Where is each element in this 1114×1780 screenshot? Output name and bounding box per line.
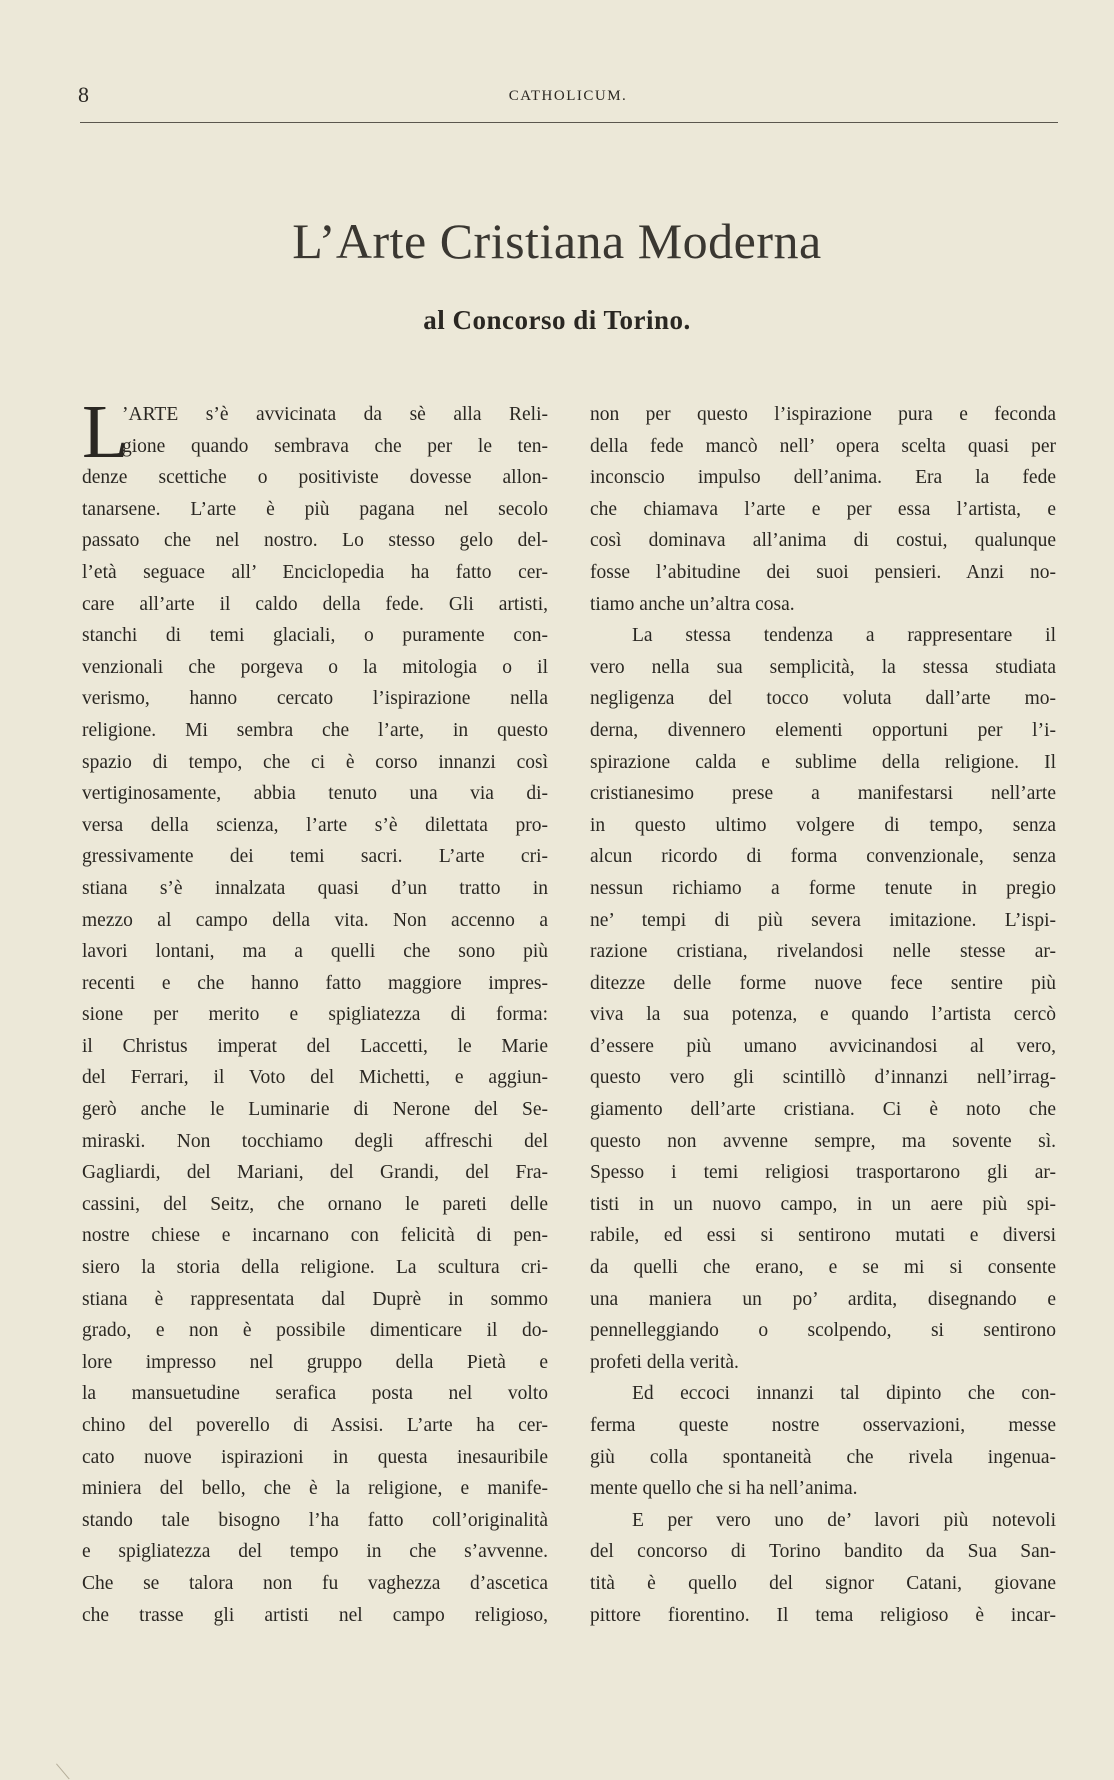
text-line: tisti in un nuovo campo, in un aere più spi- <box>590 1193 1056 1215</box>
text-line: stiana s’è innalzata quasi d’un tratto in <box>82 877 548 899</box>
left-column <box>82 390 548 1631</box>
text-line: lore impresso nel gruppo della Pietà e <box>82 1351 548 1373</box>
text-line: denze scettiche o positiviste dovesse allon- <box>82 467 548 489</box>
text-line: fosse l’abitudine dei suoi pensieri. Anzi no- <box>590 561 1056 583</box>
text-line: questo vero gli scintillò d’innanzi nell’irrag- <box>590 1067 1056 1089</box>
text-line: passato che nel nostro. Lo stesso gelo del- <box>82 530 548 552</box>
text-line: versa della scienza, l’arte s’è dilettata pro- <box>82 814 548 836</box>
text-line: vero nella sua semplicità, la stessa studiata <box>590 656 1056 678</box>
text-line: rabile, ed essi si sentirono mutati e diversi <box>590 1225 1056 1247</box>
text-line: care all’arte il caldo della fede. Gli artisti, <box>82 593 548 615</box>
text-line: recenti e che hanno fatto maggiore impres- <box>82 972 548 994</box>
text-line: lavori lontani, ma a quelli che sono più <box>82 941 548 963</box>
text-line: religione. Mi sembra che l’arte, in questo <box>82 719 548 741</box>
text-line: ne’ tempi di più severa imitazione. L’ispi- <box>590 909 1056 931</box>
text-line: vertiginosamente, abbia tenuto una via di- <box>82 783 548 805</box>
text-line: giamento dell’arte cristiana. Ci è noto che <box>590 1099 1056 1121</box>
text-line: miraski. Non tocchiamo degli affreschi del <box>82 1130 548 1152</box>
header-rule <box>80 122 1058 123</box>
text-line: verismo, hanno cercato l’ispirazione nella <box>82 688 548 710</box>
text-line: Gagliardi, del Mariani, del Grandi, del Fra- <box>82 1162 548 1184</box>
text-line: inconscio impulso dell’anima. Era la fede <box>590 467 1056 489</box>
text-line: pittore fiorentino. Il tema religioso è incar- <box>590 1604 1056 1626</box>
text-line: giù colla spontaneità che rivela ingenua- <box>590 1446 1056 1468</box>
text-line: profeti della verità. <box>590 1351 739 1373</box>
text-line: una maniera un po’ ardita, disegnando e <box>590 1288 1056 1310</box>
right-column <box>590 399 1056 1631</box>
text-line: negligenza del tocco voluta dall’arte mo- <box>590 688 1056 710</box>
text-line: Ed eccoci innanzi tal dipinto che con- <box>632 1383 1056 1405</box>
text-line: spazio di tempo, che ci è corso innanzi così <box>82 751 548 773</box>
running-head <box>78 82 1058 112</box>
text-line: Spesso i temi religiosi trasportarono gli ar- <box>590 1162 1056 1184</box>
text-line: gressivamente dei temi sacri. L’arte cri- <box>82 846 548 868</box>
text-line: del Ferrari, il Voto del Michetti, e aggiun- <box>82 1067 548 1089</box>
text-line: che trasse gli artisti nel campo religioso, <box>82 1604 548 1626</box>
text-line: ferma queste nostre osservazioni, messe <box>590 1415 1056 1436</box>
text-line: ditezze delle forme nuove fece sentire più <box>590 972 1056 994</box>
text-line: questo non avvenne sempre, ma sovente sì. <box>590 1130 1056 1152</box>
text-line: miniera del bello, che è la religione, e manife- <box>82 1478 548 1500</box>
text-line: non per questo l’ispirazione pura e feconda <box>590 404 1056 425</box>
drop-cap: L <box>82 390 129 474</box>
text-line: d’essere più umano avvicinandosi al vero, <box>590 1035 1056 1057</box>
text-line: venzionali che porgeva o la mitologia o il <box>82 656 548 678</box>
paper-crease <box>56 1751 85 1780</box>
text-line: viva la sua potenza, e quando l’artista cercò <box>590 1004 1056 1026</box>
text-line: tanarsene. L’arte è più pagana nel secolo <box>82 498 548 520</box>
text-line: così dominava all’anima di costui, qualunque <box>590 530 1056 552</box>
text-line: mezzo al campo della vita. Non accenno a <box>82 909 548 931</box>
text-line: da quelli che erano, e se mi si consente <box>590 1257 1056 1279</box>
text-line: mente quello che si ha nell’anima. <box>590 1478 858 1500</box>
text-line: pennelleggiando o scolpendo, si sentirono <box>590 1320 1056 1342</box>
text-line: gerò anche le Luminarie di Nerone del Se- <box>82 1099 548 1121</box>
article-title: L’Arte Cristiana Moderna <box>292 213 822 269</box>
text-line: razione cristiana, rivelandosi nelle stesse ar- <box>590 941 1056 963</box>
text-line: della fede mancò nell’ opera scelta quasi per <box>590 435 1056 457</box>
text-line: ’ARTE s’è avvicinata da sè alla Reli- <box>122 404 548 425</box>
text-line: la mansuetudine serafica posta nel volto <box>82 1383 548 1405</box>
text-line: che chiamava l’arte e per essa l’artista, e <box>590 498 1056 520</box>
article-subtitle: al Concorso di Torino. <box>423 305 691 335</box>
text-line: La stessa tendenza a rappresentare il <box>632 625 1056 647</box>
text-line: gione quando sembrava che per le ten- <box>122 435 548 457</box>
text-line: derna, divennero elementi opportuni per l’i- <box>590 719 1056 741</box>
text-line: tità è quello del signor Catani, giovane <box>590 1572 1056 1594</box>
journal-name: CATHOLICUM. <box>508 88 628 104</box>
text-line: tiamo anche un’altra cosa. <box>590 593 795 615</box>
text-line: spirazione calda e sublime della religione. Il <box>590 751 1056 773</box>
text-line: e spigliatezza del tempo in che s’avvenne. <box>82 1541 548 1563</box>
text-line: nessun richiamo a forme tenute in pregio <box>590 877 1056 899</box>
text-line: l’età seguace all’ Enciclopedia ha fatto cer- <box>82 561 548 583</box>
text-line: Che se talora non fu vaghezza d’ascetica <box>82 1572 548 1594</box>
text-line: stanchi di temi glaciali, o puramente con- <box>82 625 548 647</box>
text-line: cassini, del Seitz, che ornano le pareti delle <box>82 1193 548 1215</box>
text-line: E per vero uno de’ lavori più notevoli <box>632 1509 1056 1531</box>
text-line: alcun ricordo di forma convenzionale, senza <box>590 846 1056 868</box>
text-line: siero la storia della religione. La scultura cri- <box>82 1257 548 1279</box>
text-line: cato nuove ispirazioni in questa inesauribile <box>82 1446 548 1468</box>
text-line: del concorso di Torino bandito da Sua San- <box>590 1541 1056 1563</box>
text-line: in questo ultimo volgere di tempo, senza <box>590 814 1056 836</box>
text-line: cristianesimo prese a manifestarsi nell’arte <box>590 783 1056 805</box>
text-line: stiana è rappresentata dal Duprè in sommo <box>82 1288 548 1310</box>
text-line: sione per merito e spigliatezza di forma: <box>82 1004 548 1026</box>
page-number: 8 <box>78 82 89 107</box>
text-line: stando tale bisogno l’ha fatto coll’originalità <box>82 1509 548 1531</box>
text-line: il Christus imperat del Laccetti, le Marie <box>82 1035 548 1057</box>
text-line: chino del poverello di Assisi. L’arte ha cer- <box>82 1415 548 1436</box>
text-line: grado, e non è possibile dimenticare il do- <box>82 1320 548 1342</box>
text-line: nostre chiese e incarnano con felicità di pen- <box>82 1225 548 1247</box>
